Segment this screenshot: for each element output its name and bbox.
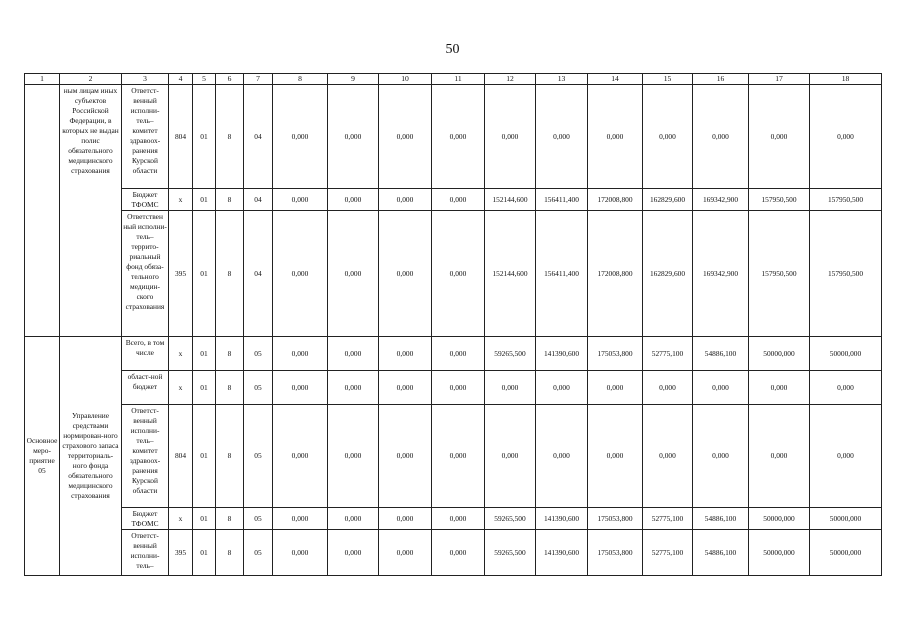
grbs-cell: х	[169, 189, 193, 211]
csr-cell: 04	[244, 189, 273, 211]
value-cell: 0,000	[328, 337, 379, 371]
value-cell: 0,000	[328, 530, 379, 576]
table-row	[25, 337, 882, 371]
pr-cell: 8	[216, 337, 244, 371]
grbs-cell: х	[169, 337, 193, 371]
value-cell: 0,000	[749, 405, 810, 508]
value-cell: 0,000	[379, 85, 432, 189]
value-cell: 0,000	[273, 211, 328, 337]
column-number: 17	[749, 74, 810, 85]
csr-cell: 05	[244, 405, 273, 508]
value-cell: 52775,100	[643, 530, 693, 576]
grbs-cell: 804	[169, 405, 193, 508]
rz-cell: 01	[193, 337, 216, 371]
rz-cell: 01	[193, 508, 216, 530]
executor-cell: област-ной бюджет	[122, 371, 169, 405]
value-cell: 169342,900	[693, 211, 749, 337]
value-cell: 0,000	[536, 405, 588, 508]
value-cell: 0,000	[273, 530, 328, 576]
csr-cell: 05	[244, 371, 273, 405]
value-cell: 169342,900	[693, 189, 749, 211]
value-cell: 141390,600	[536, 508, 588, 530]
column-number: 13	[536, 74, 588, 85]
table-row	[25, 371, 882, 405]
value-cell: 59265,500	[485, 337, 536, 371]
value-cell: 0,000	[693, 405, 749, 508]
value-cell: 0,000	[328, 405, 379, 508]
value-cell: 172008,800	[588, 211, 643, 337]
value-cell: 0,000	[749, 371, 810, 405]
value-cell: 156411,400	[536, 189, 588, 211]
executor-cell: Бюджет ТФОМС	[122, 189, 169, 211]
executor-cell: Бюджет ТФОМС	[122, 508, 169, 530]
value-cell: 152144,600	[485, 211, 536, 337]
value-cell: 0,000	[588, 371, 643, 405]
value-cell: 0,000	[379, 371, 432, 405]
page-number: 50	[445, 42, 460, 57]
value-cell: 141390,600	[536, 337, 588, 371]
value-cell: 157950,500	[749, 189, 810, 211]
csr-cell: 05	[244, 508, 273, 530]
value-cell: 0,000	[485, 85, 536, 189]
value-cell: 54886,100	[693, 508, 749, 530]
value-cell: 0,000	[273, 405, 328, 508]
value-cell: 175053,800	[588, 337, 643, 371]
column-number: 8	[273, 74, 328, 85]
value-cell: 0,000	[273, 508, 328, 530]
table-row	[25, 530, 882, 576]
column-number: 5	[193, 74, 216, 85]
value-cell: 0,000	[485, 371, 536, 405]
executor-cell: Ответст-венный исполни-тель– комитет здравоох-ранения Курской области	[122, 405, 169, 508]
value-cell: 0,000	[432, 530, 485, 576]
value-cell: 50000,000	[810, 508, 882, 530]
value-cell: 52775,100	[643, 508, 693, 530]
table-row	[25, 211, 882, 337]
csr-cell: 04	[244, 211, 273, 337]
status-cell: Основное меро-приятие 05	[25, 337, 60, 576]
value-cell: 0,000	[536, 85, 588, 189]
status-cell	[25, 85, 60, 337]
column-number: 4	[169, 74, 193, 85]
table-row	[25, 85, 882, 189]
value-cell: 175053,800	[588, 530, 643, 576]
value-cell: 0,000	[379, 337, 432, 371]
value-cell: 0,000	[273, 371, 328, 405]
rz-cell: 01	[193, 85, 216, 189]
pr-cell: 8	[216, 189, 244, 211]
budget-table	[24, 73, 882, 576]
pr-cell: 8	[216, 508, 244, 530]
csr-cell: 05	[244, 337, 273, 371]
value-cell: 0,000	[379, 508, 432, 530]
value-cell: 162829,600	[643, 211, 693, 337]
value-cell: 0,000	[379, 405, 432, 508]
value-cell: 0,000	[693, 371, 749, 405]
grbs-cell: 395	[169, 530, 193, 576]
column-number: 6	[216, 74, 244, 85]
value-cell: 0,000	[643, 405, 693, 508]
rz-cell: 01	[193, 371, 216, 405]
table-row	[25, 189, 882, 211]
value-cell: 0,000	[749, 85, 810, 189]
value-cell: 0,000	[643, 371, 693, 405]
value-cell: 0,000	[379, 211, 432, 337]
value-cell: 157950,500	[749, 211, 810, 337]
value-cell: 141390,600	[536, 530, 588, 576]
column-number: 7	[244, 74, 273, 85]
column-number: 16	[693, 74, 749, 85]
rz-cell: 01	[193, 405, 216, 508]
value-cell: 157950,500	[810, 189, 882, 211]
value-cell: 0,000	[588, 405, 643, 508]
value-cell: 0,000	[432, 189, 485, 211]
csr-cell: 04	[244, 85, 273, 189]
column-number: 3	[122, 74, 169, 85]
column-number: 1	[25, 74, 60, 85]
pr-cell: 8	[216, 405, 244, 508]
column-number: 2	[60, 74, 122, 85]
column-number: 18	[810, 74, 882, 85]
value-cell: 50000,000	[810, 337, 882, 371]
column-number: 11	[432, 74, 485, 85]
table-row	[25, 405, 882, 508]
value-cell: 59265,500	[485, 508, 536, 530]
csr-cell: 05	[244, 530, 273, 576]
value-cell: 0,000	[273, 337, 328, 371]
value-cell: 0,000	[432, 211, 485, 337]
column-number: 15	[643, 74, 693, 85]
executor-cell: Ответст-венный исполни-тель– комитет здравоох-ранения Курской области	[122, 85, 169, 189]
value-cell: 0,000	[643, 85, 693, 189]
value-cell: 0,000	[328, 211, 379, 337]
value-cell: 54886,100	[693, 337, 749, 371]
event-name-cell: ным лицам иных субъектов Российской Федерации, в которых не выдан полис обязательного медицинского страхования	[60, 85, 122, 337]
rz-cell: 01	[193, 189, 216, 211]
value-cell: 0,000	[693, 85, 749, 189]
pr-cell: 8	[216, 371, 244, 405]
value-cell: 54886,100	[693, 530, 749, 576]
value-cell: 0,000	[432, 371, 485, 405]
value-cell: 0,000	[810, 405, 882, 508]
value-cell: 0,000	[379, 530, 432, 576]
value-cell: 0,000	[379, 189, 432, 211]
pr-cell: 8	[216, 85, 244, 189]
grbs-cell: 395	[169, 211, 193, 337]
rz-cell: 01	[193, 211, 216, 337]
value-cell: 172008,800	[588, 189, 643, 211]
value-cell: 0,000	[810, 85, 882, 189]
pr-cell: 8	[216, 211, 244, 337]
value-cell: 0,000	[328, 371, 379, 405]
value-cell: 50000,000	[810, 530, 882, 576]
value-cell: 59265,500	[485, 530, 536, 576]
value-cell: 157950,500	[810, 211, 882, 337]
value-cell: 0,000	[432, 508, 485, 530]
value-cell: 0,000	[536, 371, 588, 405]
value-cell: 52775,100	[643, 337, 693, 371]
column-number: 14	[588, 74, 643, 85]
pr-cell: 8	[216, 530, 244, 576]
value-cell: 0,000	[273, 189, 328, 211]
value-cell: 0,000	[432, 337, 485, 371]
executor-cell: Ответствен ный исполни-тель– террито-риальный фонд обяза-тельного медицин-ского страхования	[122, 211, 169, 337]
grbs-cell: 804	[169, 85, 193, 189]
value-cell: 152144,600	[485, 189, 536, 211]
value-cell: 0,000	[432, 405, 485, 508]
executor-cell: Ответст-венный исполни-тель–	[122, 530, 169, 576]
value-cell: 0,000	[432, 85, 485, 189]
value-cell: 50000,000	[749, 530, 810, 576]
value-cell: 0,000	[328, 189, 379, 211]
value-cell: 0,000	[810, 371, 882, 405]
table-row	[25, 508, 882, 530]
column-number-row	[25, 74, 882, 85]
value-cell: 0,000	[485, 405, 536, 508]
column-number: 12	[485, 74, 536, 85]
value-cell: 0,000	[328, 508, 379, 530]
grbs-cell: х	[169, 508, 193, 530]
value-cell: 50000,000	[749, 508, 810, 530]
value-cell: 0,000	[273, 85, 328, 189]
event-name-cell: Управление средствами нормирован-ного страхового запаса территориаль-ного фонда обязательного медицинского страхования	[60, 337, 122, 576]
value-cell: 0,000	[328, 85, 379, 189]
value-cell: 175053,800	[588, 508, 643, 530]
column-number: 9	[328, 74, 379, 85]
value-cell: 156411,400	[536, 211, 588, 337]
value-cell: 0,000	[588, 85, 643, 189]
column-number: 10	[379, 74, 432, 85]
grbs-cell: х	[169, 371, 193, 405]
rz-cell: 01	[193, 530, 216, 576]
value-cell: 162829,600	[643, 189, 693, 211]
executor-cell: Всего, в том числе	[122, 337, 169, 371]
value-cell: 50000,000	[749, 337, 810, 371]
